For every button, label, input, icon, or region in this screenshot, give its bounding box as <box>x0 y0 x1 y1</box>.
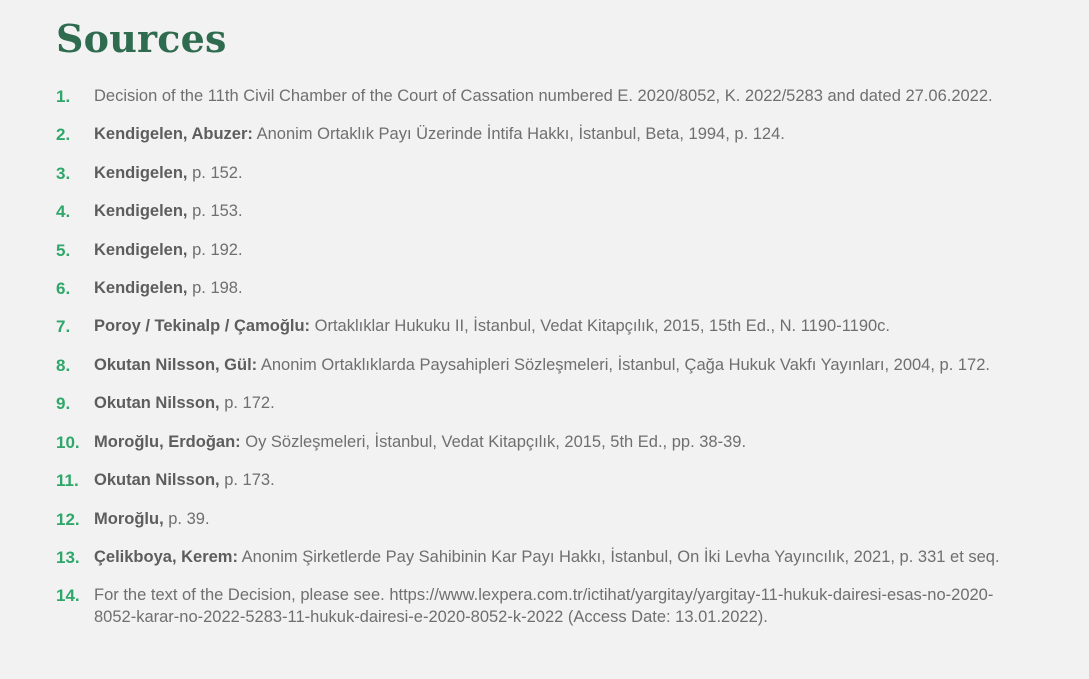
source-author: Okutan Nilsson, <box>94 471 220 490</box>
source-number: 12. <box>56 509 80 529</box>
source-entry <box>94 163 1029 185</box>
source-author: Okutan Nilsson, Gül: <box>94 355 258 374</box>
source-author: Kendigelen, Abuzer: <box>94 125 253 144</box>
list-item <box>56 393 1047 415</box>
source-author: Moroğlu, Erdoğan: <box>94 432 241 451</box>
source-entry <box>94 201 1029 223</box>
source-text: Ortaklıklar Hukuku II, İstanbul, Vedat Kitapçılık, 2015, 15th Ed., N. 1190-1190c. <box>310 317 891 336</box>
source-entry <box>94 240 1029 262</box>
sources-list <box>56 86 1047 629</box>
list-item <box>56 240 1047 262</box>
source-entry <box>94 355 1029 377</box>
source-author: Moroğlu, <box>94 509 164 528</box>
list-item <box>56 585 1047 629</box>
list-item <box>56 509 1047 531</box>
source-text: Decision of the 11th Civil Chamber of the Court of Cassation numbered E. 2020/8052, K. 2022/5283 and dated 27.06.2022. <box>94 86 993 105</box>
source-number: 8. <box>56 355 71 375</box>
source-entry <box>94 86 1029 108</box>
source-number: 14. <box>56 586 80 606</box>
list-item <box>56 201 1047 223</box>
source-text: p. 39. <box>163 509 210 528</box>
list-item <box>56 316 1047 338</box>
source-text: Anonim Şirketlerde Pay Sahibinin Kar Payı Hakkı, İstanbul, On İki Levha Yayıncılık, 2021, p. 331 et seq. <box>237 548 1000 567</box>
source-author: Kendigelen, <box>94 278 188 297</box>
source-number: 9. <box>56 394 71 414</box>
source-entry <box>94 316 1029 338</box>
list-item <box>56 278 1047 300</box>
source-text: p. 173. <box>219 471 275 490</box>
source-number: 5. <box>56 240 71 260</box>
source-number: 2. <box>56 125 71 145</box>
source-text: p. 152. <box>187 163 243 182</box>
source-text: p. 198. <box>187 278 243 297</box>
list-item <box>56 432 1047 454</box>
source-text: p. 153. <box>187 202 243 221</box>
source-text: Oy Sözleşmeleri, İstanbul, Vedat Kitapçılık, 2015, 5th Ed., pp. 38-39. <box>240 432 747 451</box>
source-number: 3. <box>56 163 71 183</box>
list-item <box>56 355 1047 377</box>
source-number: 4. <box>56 202 71 222</box>
source-author: Kendigelen, <box>94 163 188 182</box>
source-author: Poroy / Tekinalp / Çamoğlu: <box>94 317 311 336</box>
source-entry <box>94 509 1029 531</box>
source-author: Kendigelen, <box>94 202 188 221</box>
source-author: Çelikboya, Kerem: <box>94 548 238 567</box>
source-entry <box>94 393 1029 415</box>
source-author: Kendigelen, <box>94 240 188 259</box>
source-text: Anonim Ortaklık Payı Üzerinde İntifa Hakkı, İstanbul, Beta, 1994, p. 124. <box>252 125 785 144</box>
source-text: p. 172. <box>219 394 275 413</box>
source-number: 11. <box>56 471 79 491</box>
list-item <box>56 86 1047 108</box>
list-item <box>56 547 1047 569</box>
source-text: p. 192. <box>187 240 243 259</box>
page-title: Sources <box>56 16 227 61</box>
source-text: Anonim Ortaklıklarda Paysahipleri Sözleşmeleri, İstanbul, Çağa Hukuk Vakfı Yayınları, 2004, p. 172. <box>257 355 990 374</box>
source-author: Okutan Nilsson, <box>94 394 220 413</box>
source-entry <box>94 278 1029 300</box>
source-text: For the text of the Decision, please see. https://www.lexpera.com.tr/ictihat/yargitay/yargitay-11-hukuk-dairesi-esas-no-2020-8052-karar-no-2022-5283-11-hukuk-dairesi-e-2020-8052-k-2022 (Access Date: 13.01.2022). <box>94 586 994 627</box>
source-entry <box>94 124 1029 146</box>
list-item <box>56 124 1047 146</box>
source-entry <box>94 470 1029 492</box>
source-number: 7. <box>56 317 71 337</box>
source-number: 10. <box>56 432 80 452</box>
source-number: 6. <box>56 278 71 298</box>
list-item <box>56 163 1047 185</box>
source-entry <box>94 585 1029 629</box>
source-entry <box>94 432 1029 454</box>
source-entry <box>94 547 1029 569</box>
source-number: 1. <box>56 86 71 106</box>
source-number: 13. <box>56 548 80 568</box>
list-item <box>56 470 1047 492</box>
